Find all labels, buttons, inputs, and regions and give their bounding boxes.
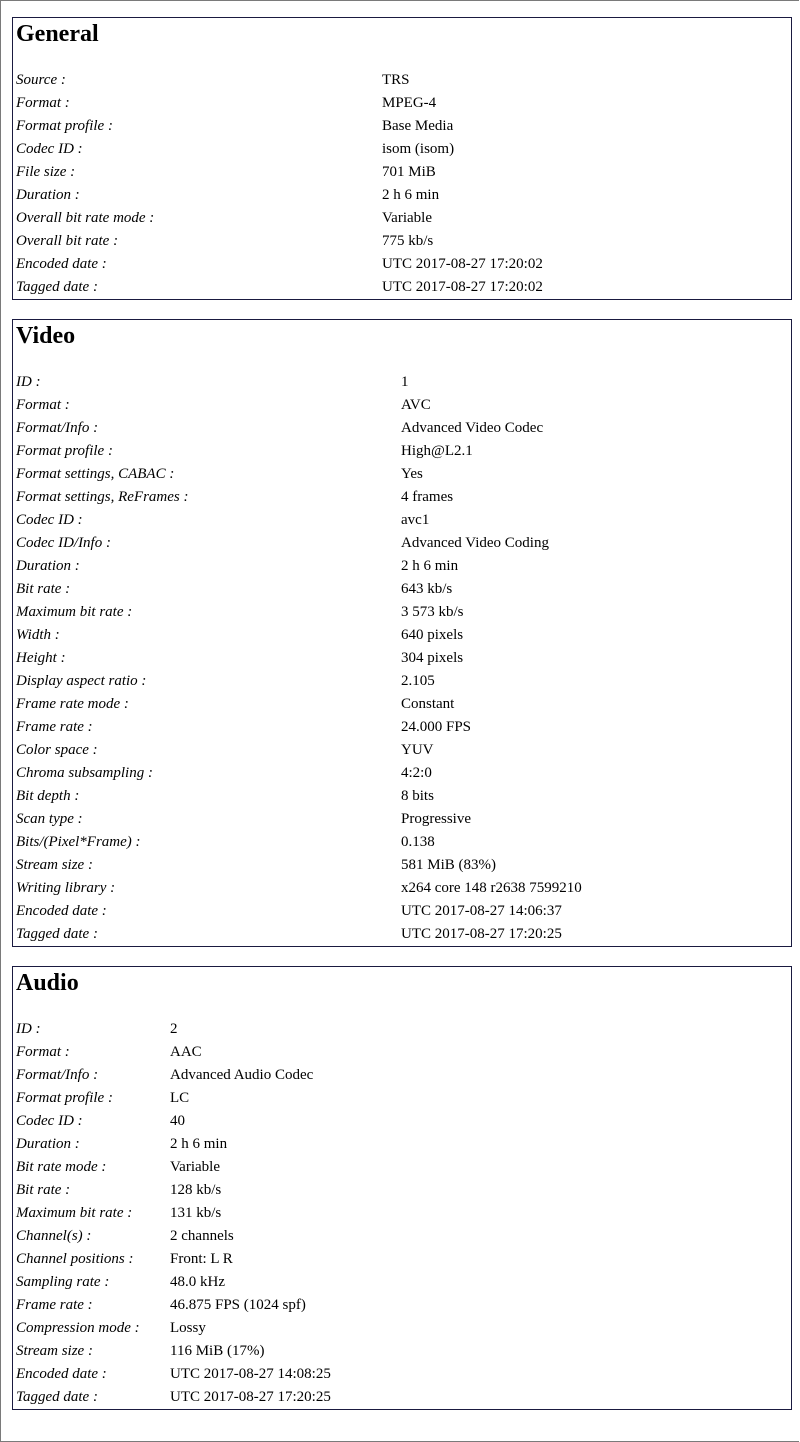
field-value: 0.138 bbox=[401, 834, 435, 850]
field-value: 2 h 6 min bbox=[170, 1136, 228, 1152]
field-value: TRS bbox=[382, 72, 410, 88]
audio-info-row bbox=[16, 1248, 791, 1271]
field-label: Format profile : bbox=[16, 118, 113, 134]
video-info-row bbox=[16, 417, 791, 440]
field-label: Sampling rate : bbox=[16, 1274, 110, 1290]
video-info-row bbox=[16, 670, 791, 693]
field-label: File size : bbox=[16, 164, 76, 180]
field-label: Frame rate mode : bbox=[16, 696, 129, 712]
field-value: UTC 2017-08-27 14:08:25 bbox=[170, 1366, 331, 1382]
field-value: 131 kb/s bbox=[170, 1205, 222, 1221]
audio-info-row bbox=[16, 1087, 791, 1110]
field-label: Channel positions : bbox=[16, 1251, 134, 1267]
field-label: Encoded date : bbox=[16, 256, 107, 272]
field-value: Constant bbox=[401, 696, 455, 712]
audio-info-row bbox=[16, 1133, 791, 1156]
general-info-row bbox=[16, 184, 791, 207]
field-value: isom (isom) bbox=[382, 141, 455, 157]
audio-info-row bbox=[16, 1202, 791, 1225]
field-label: Codec ID/Info : bbox=[16, 535, 111, 551]
field-value: Advanced Video Codec bbox=[401, 420, 544, 436]
field-label: Format/Info : bbox=[16, 1067, 99, 1083]
field-label: Format/Info : bbox=[16, 420, 99, 436]
field-value: YUV bbox=[401, 742, 434, 758]
field-label: Bit rate : bbox=[16, 581, 71, 597]
field-value: avc1 bbox=[401, 512, 430, 528]
general-section bbox=[12, 17, 792, 300]
field-label: Display aspect ratio : bbox=[16, 673, 147, 689]
field-value: MPEG-4 bbox=[382, 95, 437, 111]
field-label: Overall bit rate mode : bbox=[16, 210, 155, 226]
field-value: 640 pixels bbox=[401, 627, 464, 643]
field-label: ID : bbox=[16, 374, 41, 390]
audio-info-row bbox=[16, 1294, 791, 1317]
field-value: 24.000 FPS bbox=[401, 719, 472, 735]
field-value: UTC 2017-08-27 17:20:25 bbox=[401, 926, 562, 942]
audio-info-row bbox=[16, 1363, 791, 1386]
field-label: Color space : bbox=[16, 742, 98, 758]
field-value: UTC 2017-08-27 17:20:25 bbox=[170, 1389, 331, 1405]
field-value: AVC bbox=[401, 397, 431, 413]
field-label: Chroma subsampling : bbox=[16, 765, 153, 781]
audio-info-row bbox=[16, 1271, 791, 1294]
general-info-row bbox=[16, 69, 791, 92]
video-info-row bbox=[16, 739, 791, 762]
audio-info-row bbox=[16, 1317, 791, 1340]
field-label: Duration : bbox=[16, 1136, 80, 1152]
general-info-row bbox=[16, 253, 791, 276]
audio-info-row bbox=[16, 1018, 791, 1041]
field-value: 581 MiB (83%) bbox=[401, 857, 496, 873]
field-label: Codec ID : bbox=[16, 1113, 83, 1129]
general-info-row bbox=[16, 115, 791, 138]
field-value: Advanced Audio Codec bbox=[170, 1067, 314, 1083]
video-info-row bbox=[16, 440, 791, 463]
field-label: Bit rate mode : bbox=[16, 1159, 107, 1175]
video-section bbox=[12, 319, 792, 947]
field-value: 116 MiB (17%) bbox=[170, 1343, 265, 1359]
video-info-row bbox=[16, 624, 791, 647]
video-title: Video bbox=[16, 323, 76, 349]
general-info-row bbox=[16, 138, 791, 161]
general-rows bbox=[16, 69, 791, 299]
field-value: Front: L R bbox=[170, 1251, 233, 1267]
field-label: Bit rate : bbox=[16, 1182, 71, 1198]
field-value: 701 MiB bbox=[382, 164, 436, 180]
field-value: 2 bbox=[170, 1021, 178, 1037]
field-value: AAC bbox=[170, 1044, 202, 1060]
field-value: 128 kb/s bbox=[170, 1182, 222, 1198]
audio-title: Audio bbox=[16, 970, 79, 996]
field-label: Bit depth : bbox=[16, 788, 80, 804]
field-value: x264 core 148 r2638 7599210 bbox=[401, 880, 582, 896]
general-info-row bbox=[16, 92, 791, 115]
field-label: Source : bbox=[16, 72, 66, 88]
general-info-row bbox=[16, 276, 791, 299]
video-info-row bbox=[16, 877, 791, 900]
audio-rows bbox=[16, 1018, 791, 1409]
field-value: 3 573 kb/s bbox=[401, 604, 464, 620]
video-info-row bbox=[16, 785, 791, 808]
field-value: UTC 2017-08-27 17:20:02 bbox=[382, 279, 543, 295]
field-label: Maximum bit rate : bbox=[16, 1205, 133, 1221]
video-info-row bbox=[16, 716, 791, 739]
field-label: Scan type : bbox=[16, 811, 83, 827]
field-value: 4 frames bbox=[401, 489, 454, 505]
field-label: Bits/(Pixel*Frame) : bbox=[16, 834, 141, 850]
video-info-row bbox=[16, 555, 791, 578]
field-label: Frame rate : bbox=[16, 1297, 93, 1313]
video-info-row bbox=[16, 509, 791, 532]
field-value: 40 bbox=[170, 1113, 185, 1129]
field-label: ID : bbox=[16, 1021, 41, 1037]
video-info-row bbox=[16, 463, 791, 486]
video-info-row bbox=[16, 762, 791, 785]
field-label: Overall bit rate : bbox=[16, 233, 119, 249]
audio-section bbox=[12, 966, 792, 1410]
field-label: Width : bbox=[16, 627, 60, 643]
video-info-row bbox=[16, 900, 791, 923]
field-value: Base Media bbox=[382, 118, 454, 134]
field-label: Stream size : bbox=[16, 1343, 93, 1359]
general-info-row bbox=[16, 161, 791, 184]
field-value: Lossy bbox=[170, 1320, 206, 1336]
field-value: 2.105 bbox=[401, 673, 435, 689]
field-value: 46.875 FPS (1024 spf) bbox=[170, 1297, 306, 1313]
field-label: Writing library : bbox=[16, 880, 116, 896]
field-label: Channel(s) : bbox=[16, 1228, 92, 1244]
field-label: Maximum bit rate : bbox=[16, 604, 133, 620]
audio-info-row bbox=[16, 1064, 791, 1087]
general-info-row bbox=[16, 230, 791, 253]
field-value: Advanced Video Coding bbox=[401, 535, 549, 551]
field-label: Encoded date : bbox=[16, 903, 107, 919]
field-value: UTC 2017-08-27 17:20:02 bbox=[382, 256, 543, 272]
field-value: 304 pixels bbox=[401, 650, 464, 666]
field-label: Tagged date : bbox=[16, 926, 98, 942]
field-label: Format : bbox=[16, 95, 70, 111]
video-info-row bbox=[16, 693, 791, 716]
field-value: High@L2.1 bbox=[401, 443, 473, 459]
field-label: Height : bbox=[16, 650, 66, 666]
field-label: Tagged date : bbox=[16, 1389, 98, 1405]
field-label: Codec ID : bbox=[16, 141, 83, 157]
field-value: 2 h 6 min bbox=[401, 558, 459, 574]
general-info-row bbox=[16, 207, 791, 230]
field-value: Variable bbox=[382, 210, 432, 226]
field-value: 775 kb/s bbox=[382, 233, 434, 249]
video-info-row bbox=[16, 486, 791, 509]
field-label: Frame rate : bbox=[16, 719, 93, 735]
audio-info-row bbox=[16, 1179, 791, 1202]
field-value: UTC 2017-08-27 14:06:37 bbox=[401, 903, 562, 919]
field-value: Yes bbox=[401, 466, 423, 482]
audio-info-row bbox=[16, 1386, 791, 1409]
field-label: Encoded date : bbox=[16, 1366, 107, 1382]
field-value: 4:2:0 bbox=[401, 765, 432, 781]
field-label: Format settings, CABAC : bbox=[16, 466, 175, 482]
field-value: LC bbox=[170, 1090, 190, 1106]
video-info-row bbox=[16, 578, 791, 601]
audio-info-row bbox=[16, 1041, 791, 1064]
audio-info-row bbox=[16, 1225, 791, 1248]
field-label: Duration : bbox=[16, 558, 80, 574]
field-value: 2 channels bbox=[170, 1228, 234, 1244]
field-value: 2 h 6 min bbox=[382, 187, 440, 203]
field-label: Format profile : bbox=[16, 1090, 113, 1106]
video-info-row bbox=[16, 854, 791, 877]
audio-info-row bbox=[16, 1110, 791, 1133]
field-value: 643 kb/s bbox=[401, 581, 453, 597]
field-label: Compression mode : bbox=[16, 1320, 140, 1336]
video-info-row bbox=[16, 601, 791, 624]
video-info-row bbox=[16, 647, 791, 670]
field-label: Duration : bbox=[16, 187, 80, 203]
field-value: 8 bits bbox=[401, 788, 434, 804]
audio-info-row bbox=[16, 1340, 791, 1363]
audio-info-row bbox=[16, 1156, 791, 1179]
general-title: General bbox=[16, 21, 99, 47]
field-value: 1 bbox=[401, 374, 409, 390]
field-label: Tagged date : bbox=[16, 279, 98, 295]
video-info-row bbox=[16, 394, 791, 417]
field-label: Format : bbox=[16, 397, 70, 413]
video-info-row bbox=[16, 923, 791, 946]
field-label: Stream size : bbox=[16, 857, 93, 873]
video-info-row bbox=[16, 371, 791, 394]
video-info-row bbox=[16, 831, 791, 854]
field-label: Format settings, ReFrames : bbox=[16, 489, 189, 505]
field-value: Variable bbox=[170, 1159, 220, 1175]
field-label: Format profile : bbox=[16, 443, 113, 459]
video-rows bbox=[16, 371, 791, 946]
video-info-row bbox=[16, 532, 791, 555]
field-label: Codec ID : bbox=[16, 512, 83, 528]
video-info-row bbox=[16, 808, 791, 831]
field-value: 48.0 kHz bbox=[170, 1274, 225, 1290]
field-label: Format : bbox=[16, 1044, 70, 1060]
field-value: Progressive bbox=[401, 811, 471, 827]
